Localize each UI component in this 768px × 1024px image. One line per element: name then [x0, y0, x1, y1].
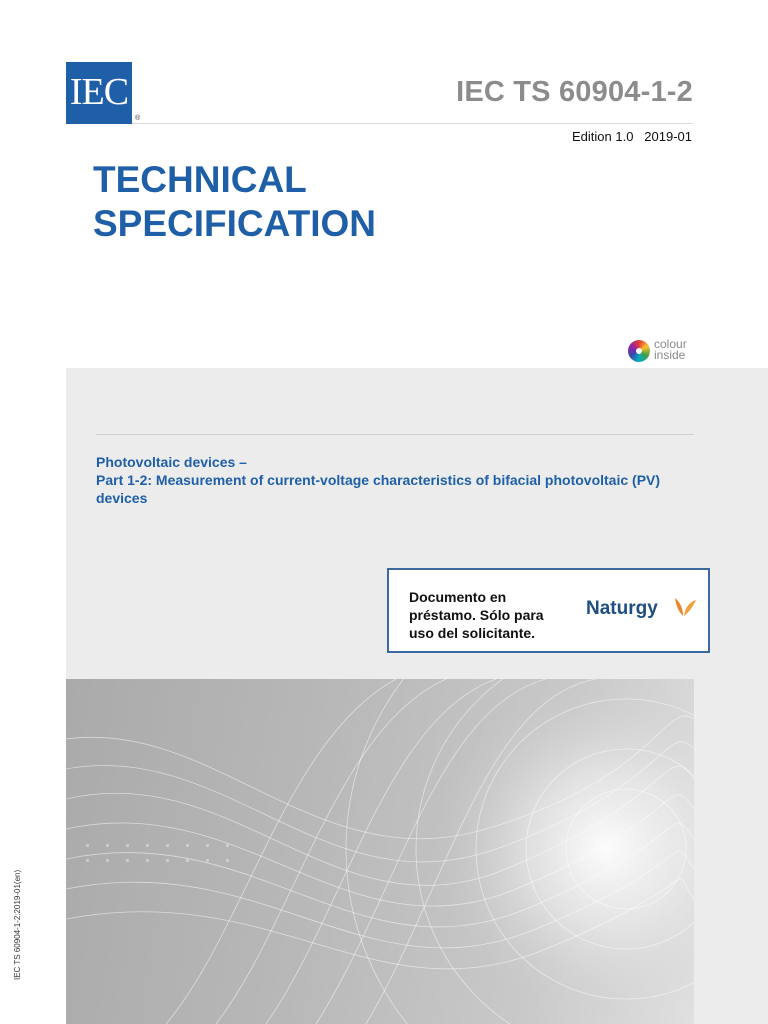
- naturgy-leaf-icon: [672, 596, 698, 620]
- colour-inside-label: [654, 339, 687, 361]
- iec-logo-text: IEC: [69, 71, 129, 113]
- registered-mark: ®: [135, 115, 141, 122]
- document-id: IEC TS 60904-1-2: [456, 76, 693, 108]
- stamp-line-2: préstamo. Sólo para: [409, 607, 544, 623]
- document-type-title: [93, 158, 376, 246]
- stamp-line-3: uso del solicitante.: [409, 625, 536, 641]
- cover-artwork: [66, 679, 694, 1024]
- colour-label-line-1: colour: [654, 337, 687, 351]
- colour-wheel-icon: [628, 340, 650, 362]
- loan-stamp: [387, 568, 710, 653]
- subtitle-line-1: Photovoltaic devices –: [96, 454, 247, 470]
- subtitle-line-2: Part 1-2: Measurement of current-voltage characteristics of bifacial photovoltaic (PV) devices: [96, 472, 661, 506]
- stamp-text: [409, 588, 579, 642]
- spine-reference: IEC TS 60904-1-2:2019-01(en): [13, 869, 22, 980]
- document-subtitle: [96, 453, 696, 507]
- iec-logo: [66, 62, 132, 124]
- naturgy-logo-text: Naturgy: [586, 598, 658, 619]
- colour-label-line-2: inside: [654, 348, 686, 362]
- header-divider: [132, 123, 693, 124]
- title-line-1: TECHNICAL: [93, 159, 307, 200]
- panel-divider: [96, 434, 694, 435]
- stamp-line-1: Documento en: [409, 589, 507, 605]
- title-line-2: SPECIFICATION: [93, 203, 376, 244]
- edition-date: Edition 1.0 2019-01: [572, 129, 692, 144]
- wave-lines-graphic: [66, 679, 694, 1024]
